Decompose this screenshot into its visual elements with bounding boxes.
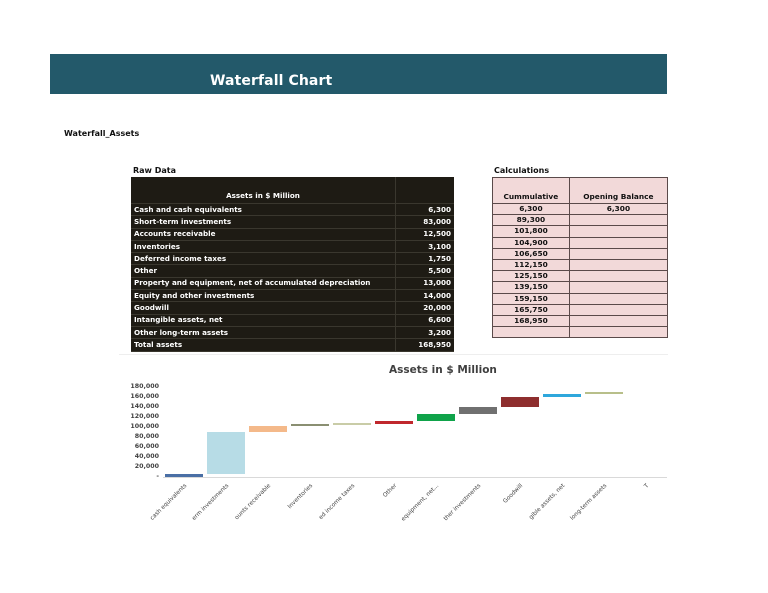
row-label[interactable]: Property and equipment, net of accumulated depreciation — [131, 277, 396, 289]
waterfall-bar[interactable] — [543, 394, 582, 397]
table-row — [493, 204, 668, 215]
cumulative-cell[interactable]: 139,150 — [493, 282, 570, 293]
page-title: Waterfall Chart — [210, 73, 333, 89]
opening-balance-cell[interactable] — [569, 304, 667, 315]
table-row — [493, 327, 668, 338]
raw-data-table — [131, 177, 454, 352]
opening-balance-cell[interactable] — [569, 293, 667, 304]
cumulative-cell[interactable]: 112,150 — [493, 259, 570, 270]
waterfall-bar[interactable] — [291, 424, 330, 426]
row-value[interactable]: 3,100 — [396, 240, 455, 252]
y-tick-label: 20,000 — [134, 463, 159, 470]
table-header-row — [131, 177, 454, 204]
title-banner — [50, 54, 667, 94]
row-label[interactable]: Deferred income taxes — [131, 253, 396, 265]
row-label[interactable]: Other — [131, 265, 396, 277]
opening-balance-cell[interactable] — [569, 215, 667, 226]
table-row — [131, 216, 454, 228]
row-label[interactable]: Goodwill — [131, 302, 396, 314]
table-row — [131, 277, 454, 289]
waterfall-bar[interactable] — [417, 414, 456, 421]
row-value[interactable]: 6,600 — [396, 314, 455, 326]
table-row — [493, 271, 668, 282]
row-label[interactable]: Equity and other investments — [131, 290, 396, 302]
table-row — [493, 304, 668, 315]
row-value[interactable]: 83,000 — [396, 216, 455, 228]
waterfall-bar[interactable] — [249, 426, 288, 432]
table-row — [131, 265, 454, 277]
row-label[interactable]: Cash and cash equivalents — [131, 204, 396, 216]
x-tick-label: cash equivalents — [149, 483, 189, 522]
row-value[interactable]: 14,000 — [396, 290, 455, 302]
opening-balance-cell[interactable] — [569, 315, 667, 326]
y-tick-label: - — [156, 473, 159, 480]
row-value[interactable]: 13,000 — [396, 277, 455, 289]
row-value[interactable]: 168,950 — [396, 339, 455, 351]
cumulative-cell[interactable]: 101,800 — [493, 226, 570, 237]
row-value[interactable]: 12,500 — [396, 228, 455, 240]
y-tick-label: 80,000 — [134, 433, 159, 440]
x-tick-label: ounts receivable — [234, 483, 273, 522]
column-header-value — [396, 177, 455, 204]
calculations-table — [492, 177, 668, 338]
x-tick-label: Inventories — [287, 483, 315, 511]
x-tick-label: erm investments — [191, 483, 231, 522]
waterfall-bar[interactable] — [375, 421, 414, 424]
table-row — [131, 326, 454, 338]
y-tick-label: 180,000 — [130, 383, 159, 390]
cumulative-cell[interactable]: 125,150 — [493, 271, 570, 282]
table-row — [131, 302, 454, 314]
column-header-opening-balance: Opening Balance — [569, 178, 667, 204]
cumulative-cell[interactable]: 6,300 — [493, 204, 570, 215]
table-row — [493, 226, 668, 237]
cumulative-cell[interactable]: 165,750 — [493, 304, 570, 315]
table-row — [131, 204, 454, 216]
table-header-row — [493, 178, 668, 204]
row-label[interactable]: Total assets — [131, 339, 396, 351]
row-value[interactable]: 20,000 — [396, 302, 455, 314]
table-row — [493, 259, 668, 270]
row-value[interactable]: 3,200 — [396, 326, 455, 338]
table-row — [493, 282, 668, 293]
table-row — [493, 248, 668, 259]
plot-area — [163, 387, 667, 477]
waterfall-bar[interactable] — [207, 432, 246, 474]
row-label[interactable]: Inventories — [131, 240, 396, 252]
row-label[interactable]: Short-term investments — [131, 216, 396, 228]
sheet-name: Waterfall_Assets — [64, 129, 140, 138]
row-value[interactable]: 1,750 — [396, 253, 455, 265]
table-row — [493, 293, 668, 304]
y-tick-label: 100,000 — [130, 423, 159, 430]
table-row — [493, 215, 668, 226]
table-row-total — [131, 339, 454, 351]
x-tick-label: ed income taxes — [318, 483, 357, 522]
x-tick-label: ther investments — [442, 483, 483, 523]
table-row — [493, 237, 668, 248]
opening-balance-cell[interactable] — [569, 237, 667, 248]
table-row — [131, 253, 454, 265]
x-tick-label: equipment, net... — [400, 483, 441, 523]
opening-balance-cell[interactable] — [569, 226, 667, 237]
table-row — [493, 315, 668, 326]
x-tick-label: long-term assets — [569, 483, 609, 522]
cumulative-cell[interactable] — [493, 327, 570, 338]
row-value[interactable]: 6,300 — [396, 204, 455, 216]
y-tick-label: 140,000 — [130, 403, 159, 410]
opening-balance-cell[interactable] — [569, 282, 667, 293]
cumulative-cell[interactable]: 168,950 — [493, 315, 570, 326]
opening-balance-cell[interactable] — [569, 327, 667, 338]
x-tick-label: Other — [382, 483, 399, 499]
row-value[interactable]: 5,500 — [396, 265, 455, 277]
row-label[interactable]: Accounts receivable — [131, 228, 396, 240]
table-row — [131, 290, 454, 302]
x-tick-label: gible assets, net — [528, 483, 567, 521]
table-row — [131, 314, 454, 326]
table-row — [131, 228, 454, 240]
waterfall-bar[interactable] — [333, 423, 372, 425]
column-header-cumulative: Cummulative — [493, 178, 570, 204]
cumulative-cell[interactable]: 106,650 — [493, 248, 570, 259]
opening-balance-cell[interactable]: 6,300 — [569, 204, 667, 215]
waterfall-chart[interactable] — [119, 354, 668, 531]
opening-balance-cell[interactable] — [569, 259, 667, 270]
table-row — [131, 240, 454, 252]
cumulative-cell[interactable]: 89,300 — [493, 215, 570, 226]
x-axis-line — [163, 477, 667, 478]
row-label[interactable]: Intangible assets, net — [131, 314, 396, 326]
opening-balance-cell[interactable] — [569, 248, 667, 259]
waterfall-bar[interactable] — [585, 392, 624, 394]
waterfall-bar[interactable] — [627, 393, 666, 477]
calculations-label: Calculations — [494, 166, 550, 175]
row-label[interactable]: Other long-term assets — [131, 326, 396, 338]
opening-balance-cell[interactable] — [569, 271, 667, 282]
waterfall-bar[interactable] — [501, 397, 540, 407]
cumulative-cell[interactable]: 104,900 — [493, 237, 570, 248]
chart-title: Assets in $ Million — [389, 364, 497, 376]
y-tick-label: 160,000 — [130, 393, 159, 400]
y-tick-label: 60,000 — [134, 443, 159, 450]
y-tick-label: 40,000 — [134, 453, 159, 460]
raw-data-label: Raw Data — [133, 166, 176, 175]
cumulative-cell[interactable]: 159,150 — [493, 293, 570, 304]
waterfall-bar[interactable] — [459, 407, 498, 414]
y-tick-label: 120,000 — [130, 413, 159, 420]
x-tick-label: T — [643, 483, 651, 490]
column-header: Assets in $ Million — [131, 177, 396, 204]
x-tick-label: Goodwill — [502, 483, 525, 505]
